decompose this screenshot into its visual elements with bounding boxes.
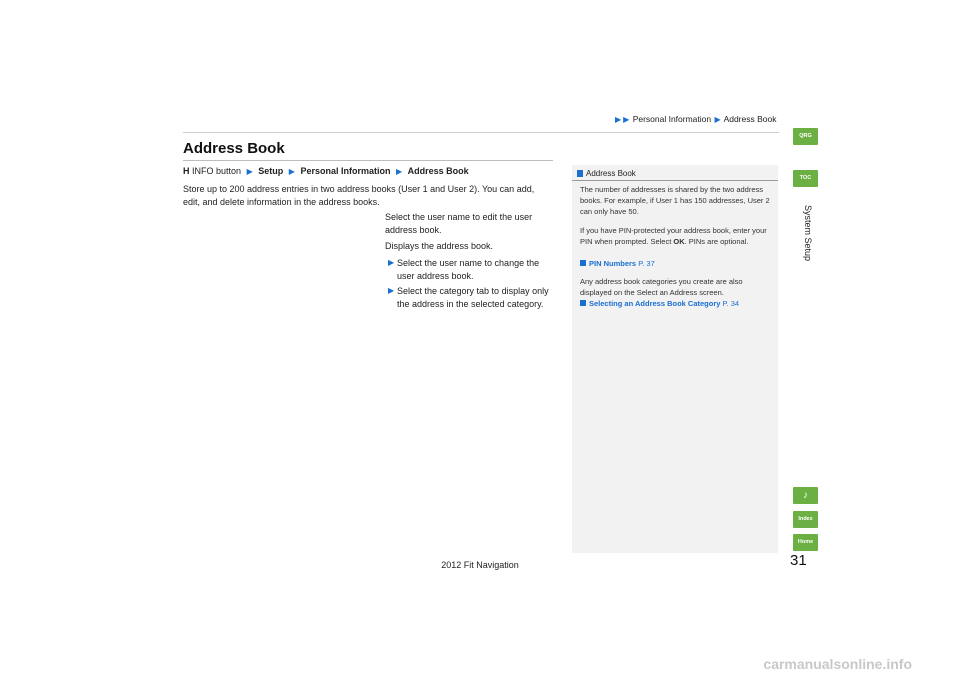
note-icon (577, 170, 583, 177)
qrg-tab[interactable]: QRG (793, 128, 818, 145)
substep-text: Select the user name to change the user address book. (397, 258, 540, 281)
note-divider (572, 180, 778, 181)
note-panel (572, 165, 778, 553)
cross-reference[interactable] (580, 258, 770, 269)
toc-tab[interactable]: TOC (793, 170, 818, 187)
note-paragraph: Any address book categories you create are also displayed on the Select an Address screen. (580, 277, 743, 297)
note-title: Address Book (577, 169, 636, 178)
note-paragraph: If you have PIN-protected your address book, enter your PIN when prompted. Select OK. PINs are optional. (580, 226, 767, 246)
home-tab[interactable]: Home (793, 534, 818, 551)
arrow-icon: ▶ (615, 115, 622, 124)
link-address-book-category[interactable]: Selecting an Address Book Category (589, 299, 721, 308)
breadcrumb-item[interactable]: Personal Information (632, 114, 712, 124)
menu-path (183, 166, 469, 176)
header-divider (183, 132, 779, 133)
substep-text: Select the category tab to display only the address in the selected category. (397, 286, 549, 309)
instruction-substep (385, 285, 555, 310)
arrow-icon: ▶ (246, 167, 253, 176)
intro-text: Store up to 200 address entries in two address books (User 1 and User 2). You can add, edit, and delete information in the address books. (183, 184, 535, 207)
voice-command-tab[interactable] (793, 487, 818, 504)
menu-path-step: Address Book (407, 166, 469, 176)
watermark: carmanualsonline.info (763, 656, 912, 672)
page-reference[interactable]: P. 37 (638, 259, 655, 268)
arrow-icon: ▶ (388, 258, 395, 267)
arrow-icon: ▶ (395, 167, 403, 176)
breadcrumb-item[interactable]: Address Book (723, 114, 777, 124)
link-icon (580, 260, 586, 266)
voice-icon: ♪ (803, 490, 808, 501)
arrow-icon: ▶ (714, 115, 721, 124)
index-tab[interactable]: Index (793, 511, 818, 528)
home-key-icon: H (183, 166, 190, 176)
menu-path-step: Setup (258, 166, 284, 176)
title-divider (183, 160, 553, 161)
page-number: 31 (790, 552, 807, 569)
page-reference[interactable]: P. 34 (722, 299, 740, 308)
section-label: System Setup (803, 205, 813, 262)
arrow-icon: ▶ (288, 167, 295, 176)
breadcrumb (614, 114, 776, 124)
link-pin-numbers[interactable]: PIN Numbers (589, 259, 637, 268)
menu-path-prefix: INFO button (192, 166, 242, 176)
footer-text: 2012 Fit Navigation (441, 560, 519, 570)
link-icon (580, 300, 586, 306)
arrow-icon: ▶ (388, 286, 395, 295)
page-title: Address Book (183, 140, 285, 157)
instruction-step: Select the user name to edit the user address book. (385, 212, 533, 235)
cross-reference[interactable] (580, 298, 770, 309)
note-paragraph: The number of addresses is shared by the two address books. For example, if User 1 has 150 addresses, User 2 can only have 50. (580, 185, 770, 216)
instruction-step: Displays the address book. (385, 241, 494, 251)
menu-path-step: Personal Information (300, 166, 391, 176)
arrow-icon: ▶ (623, 115, 630, 124)
instruction-substep (385, 257, 555, 282)
